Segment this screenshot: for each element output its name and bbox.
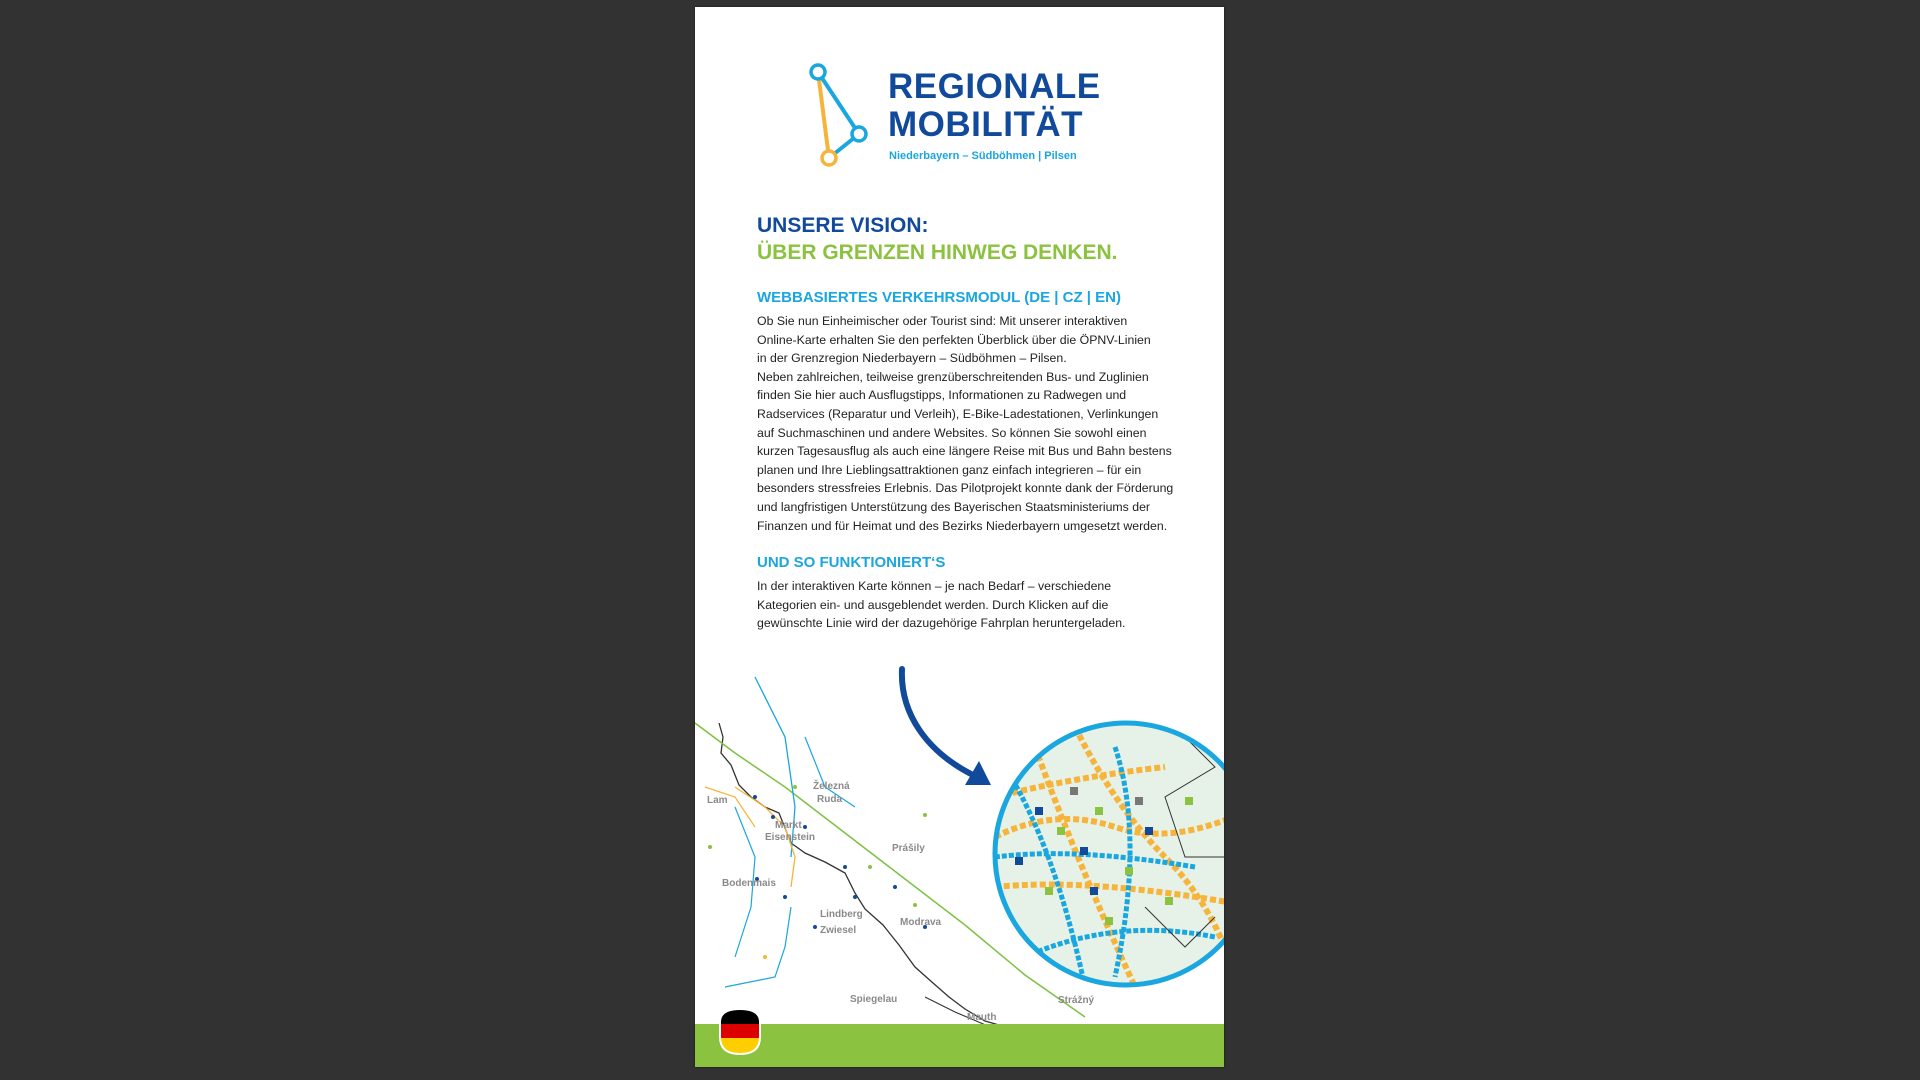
- body-line: besonders stressfreies Erlebnis. Das Pilotprojekt konnte dank der Förderung: [757, 481, 1174, 496]
- body-line: Ob Sie nun Einheimischer oder Tourist sind: Mit unserer interaktiven: [757, 314, 1128, 328]
- place-label: Lindberg: [820, 909, 863, 920]
- body-line: Finanzen und für Heimat und des Bezirks Niederbayern umgesetzt werden.: [757, 518, 1168, 533]
- place-label: Markt: [775, 820, 802, 831]
- place-label: Ruda: [817, 794, 842, 805]
- place-label: Spiegelau: [850, 994, 898, 1005]
- german-flag-icon[interactable]: [718, 1007, 762, 1057]
- curved-arrow-icon: [902, 669, 991, 785]
- network-triangle-icon: [805, 62, 875, 172]
- place-label: Bodenmais: [722, 878, 776, 889]
- place-label: Lam: [707, 795, 728, 806]
- place-label: Prášily: [892, 843, 925, 854]
- zoomed-map-circle: [995, 723, 1224, 987]
- body-line: planen und Ihre Lieblingsattraktionen ganz einfach integrieren – für ein: [757, 462, 1142, 477]
- map-illustration: [695, 657, 1224, 1037]
- section-heading-webmodule: WEBBASIERTES VERKEHRSMODUL (DE | CZ | EN): [757, 289, 1121, 306]
- body-line: und langfristigen Unterstützung des Bayerischen Staatsministeriums der: [757, 499, 1151, 514]
- brochure-page: [695, 7, 1224, 1067]
- place-label: Zwiesel: [820, 925, 857, 936]
- main-content: [757, 212, 1197, 633]
- place-label: Modrava: [900, 917, 942, 928]
- section-body-howto: [757, 577, 1197, 633]
- logo-title-line1: REGIONALE: [888, 67, 1101, 106]
- body-line: finden Sie hier auch Ausflugstipps, Informationen zu Radwegen und: [757, 388, 1127, 403]
- place-label: Mauth: [967, 1012, 997, 1023]
- body-line: kurzen Tagesausflug als auch eine längere Reise mit Bus und Bahn bestens: [757, 444, 1172, 459]
- body-line: in der Grenzregion Niederbayern – Südböhmen – Pilsen.: [757, 351, 1067, 366]
- vision-heading: UNSERE VISION:: [757, 214, 929, 237]
- body-line: In der interaktiven Karte können – je nach Bedarf – verschiedene: [757, 579, 1112, 594]
- body-line: Radservices (Reparatur und Verleih), E-Bike-Ladestationen, Verlinkungen: [757, 406, 1159, 421]
- section-heading-howto: UND SO FUNKTIONIERT‘S: [757, 554, 946, 572]
- body-line: Kategorien ein- und ausgeblendet werden. Durch Klicken auf die: [757, 597, 1109, 612]
- place-label: Strážný: [1058, 995, 1095, 1006]
- section-body-webmodule: [757, 312, 1197, 535]
- logo-subtitle: Niederbayern – Südböhmen | Pilsen: [889, 150, 1077, 162]
- body-line: auf Suchmaschinen und andere Websites. So können Sie sowohl einen: [757, 425, 1147, 440]
- logo-title-line2: MOBILITÄT: [888, 105, 1084, 144]
- logo: [805, 62, 1105, 177]
- vision-subheading: ÜBER GRENZEN HINWEG DENKEN.: [757, 241, 1118, 264]
- footer-bar: [695, 1024, 1224, 1067]
- place-label: Železná: [813, 781, 850, 792]
- body-line: gewünschte Linie wird der dazugehörige Fahrplan heruntergeladen.: [757, 616, 1126, 631]
- body-line: Neben zahlreichen, teilweise grenzüberschreitenden Bus- und Zuglinien: [757, 369, 1149, 384]
- body-line: Online-Karte erhalten Sie den perfekten Überblick über die ÖPNV-Linien: [757, 332, 1151, 347]
- place-label: Eisenstein: [765, 832, 816, 843]
